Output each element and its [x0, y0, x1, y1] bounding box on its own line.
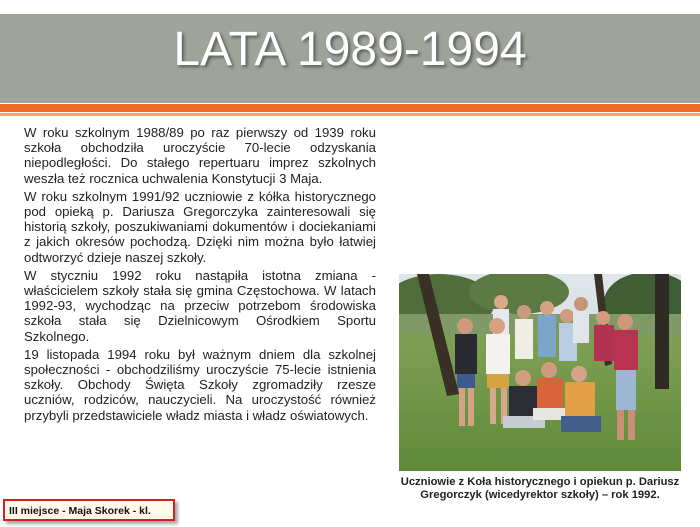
author-label: III miejsce - Maja Skorek - kl. — [9, 505, 151, 517]
slide-title: LATA 1989-1994 — [173, 23, 527, 76]
author-badge — [3, 499, 175, 521]
paragraph-1989: W roku szkolnym 1988/89 po raz pierwszy od 1939 roku szkoła obchodziła uroczyście 70-lecie odzyskania niepodległości. Do stałego repertuaru imprez szkolnych weszła też rocznica uchwalenia Konstytucji 3 Maja. — [24, 125, 376, 186]
paragraph-1994: 19 listopada 1994 roku był ważnym dniem dla szkolnej społeczności - obchodziliśmy uroczyście 75-lecie istnienia szkoły. Obchody Święta Szkoły zgromadziły rzesze uczniów, rodziców, nauczycieli. Na uroczystość również przybyli przedstawiciele władz miasta i władz oświatowych. — [24, 346, 376, 423]
photo-caption: Uczniowie z Koła historycznego i opiekun p. Dariusz Gregorczyk (wicedyrektor szkoły) – rok 1992. — [400, 476, 680, 501]
accent-bar — [0, 104, 700, 112]
group-photo — [399, 274, 681, 471]
accent-bar-thin — [0, 113, 700, 116]
paragraph-1991: W roku szkolnym 1991/92 uczniowie z kółka historycznego pod opieką p. Dariusza Gregorczyka zainteresowali się historią szkoły, poszukiwaniami dokumentów i dociekaniami z jakich okresów pochodzą. Dzięki nim można było łatwiej odtworzyć dzieje naszej szkoły. — [24, 188, 376, 265]
paragraph-1992: W styczniu 1992 roku nastąpiła istotna zmiana - właścicielem szkoły stała się gmina Częstochowa. W latach 1992-93, wychodząc na przeciw potrzebom środowiska szkoła stała się Dzielnicowym Ośrodkiem Sportu Szkolnego. — [24, 267, 376, 344]
slide-body — [24, 125, 376, 426]
